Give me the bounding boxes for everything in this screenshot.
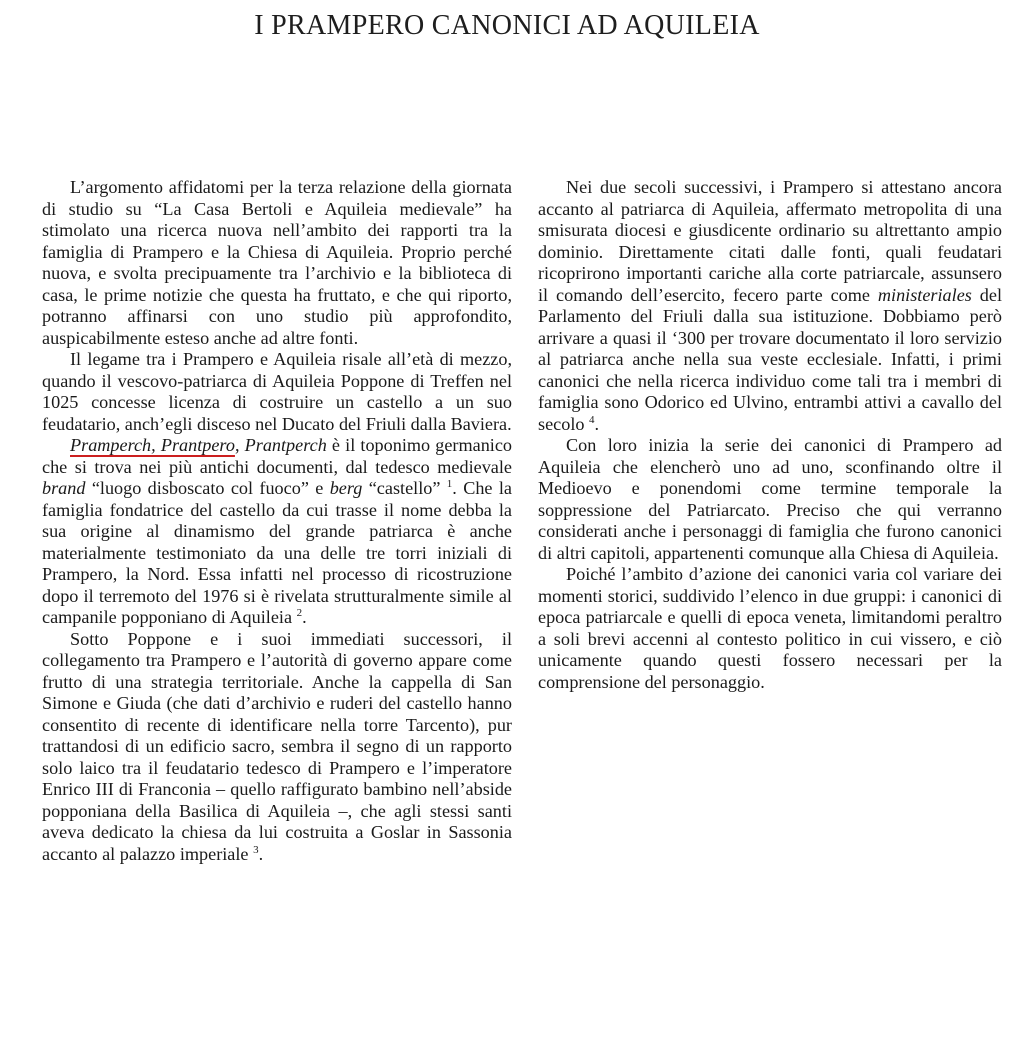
secoli-text-1: Nei due secoli successivi, i Prampero si attestano ancora accanto al patriarca di Aquileia, affermato metropolita di una smisurata diocesi e giusdicente ordinario su altrettanto ampio dominio. Direttamente citati dalle fonti, quali feudatari ricoprirono importanti cariche alla corte patriarcale, assunsero il comando dell’esercito, fecero parte come xyxy=(538,177,1002,305)
toponym-text-3: “castello” xyxy=(362,478,447,498)
secoli-text-end: . xyxy=(594,413,600,434)
toponym-separator: , xyxy=(234,435,245,455)
page-title: I PRAMPERO CANONICI AD AQUILEIA xyxy=(254,10,760,41)
toponym-text-1: è il toponimo germanico che si trova nei più antichi documenti, dal tedesco medievale xyxy=(42,435,513,477)
footnote-ref-3: 3 xyxy=(253,843,259,856)
toponym-text-4: . Che la famiglia fondatrice del castello da cui trasse il nome debba la sua origine al dinamismo del grande patriarca è anche materialmente testimoniato da una delle tre torri iniziali di Prampero, la Nord. Essa infatti nel processo di ricostruzione dopo il terremoto del 1976 si è rivelata strutturalmente simile al campanile popponiano di Aquileia xyxy=(42,478,512,627)
paragraph-intro: L’argomento affidatomi per la terza relazione della giornata di studio su “La Casa Bertoli e Aquileia medievale” ha stimolato una ricerca nuova nell’ambito dei rapporti tra la famiglia di Prampero e la Chiesa di Aquileia. Proprio perché nuova, e svolta precipuamente tra l’archivio e la biblioteca di casa, le prime notizie che questa ha fruttato, e che qui riporto, potranno affinarsi con uno studio più approfondito, auspicabilmente esteso anche ad altre fonti. xyxy=(42,177,512,348)
term-berg: berg xyxy=(329,478,363,498)
footnote-ref-4: 4 xyxy=(589,413,595,426)
underlined-toponyms: Pramperch, Prantpero xyxy=(70,435,235,455)
toponym-prantperch: Prantperch xyxy=(244,435,327,455)
left-column xyxy=(42,177,512,865)
right-column xyxy=(538,177,1002,693)
secoli-text-2: del Parlamento del Friuli dalla sua istituzione. Dobbiamo però arrivare a quasi il ‘300 per trovare documentato il loro servizio al patriarca anche nella sua veste ecclesiale. Infatti, i primi canonici che nella ricerca individuo come tali tra i membri di famiglia sono Odorico ed Ulvino, entrambi attivi a cavallo del secolo xyxy=(538,284,1002,434)
term-brand: brand xyxy=(42,478,86,498)
paragraph-legame: Il legame tra i Prampero e Aquileia risale all’età di mezzo, quando il vescovo-patriarca di Aquileia Poppone di Treffen nel 1025 concesse licenza di costruire un castello a un suo feudatario, anch’egli disceso nel Ducato del Friuli dalla Baviera. xyxy=(42,349,512,434)
poppone-text-end: . xyxy=(258,843,264,864)
paragraph-poppone xyxy=(42,629,512,866)
footnote-ref-2: 2 xyxy=(296,606,303,619)
toponym-text-end: . xyxy=(302,607,307,627)
poppone-text: Sotto Poppone e i suoi immediati successori, il collegamento tra Prampero e l’autorità di governo appare come frutto di una strategia territoriale. Anche la cappella di San Simone e Giuda (che dati d’archivio e ruderi del castello hanno consentito di recente di identificare nella torre Tarcento), pur trattandosi di un edificio sacro, sembra il segno di un rapporto solo laico tra il feudatario tedesco di Prampero e l’imperatore Enrico III di Franconia – quello raffigurato bambino nell’abside popponiana della Basilica di Aquileia –, che agli stessi santi aveva dedicato la chiesa da lui costruita a Goslar in Sassonia accanto al palazzo imperiale xyxy=(42,628,512,864)
toponym-text-2: “luogo disboscato col fuoco” e xyxy=(85,478,330,498)
footnote-ref-1: 1 xyxy=(446,477,453,490)
paragraph-ambito: Poiché l’ambito d’azione dei canonici varia col variare dei momenti storici, suddivido l’elenco in due gruppi: i canonici di epoca patriarcale e quelli di epoca veneta, limitandomi peraltro a soli brevi accenni al contesto politico in cui vissero, e ciò unicamente quando questi fossero necessari per la comprensione del personaggio. xyxy=(538,564,1002,692)
paragraph-toponimo xyxy=(42,435,512,629)
paragraph-secoli xyxy=(538,177,1002,435)
term-ministeriales: ministeriales xyxy=(877,284,972,305)
paragraph-serie: Con loro inizia la serie dei canonici di Prampero ad Aquileia che elencherò uno ad uno, sconfinando oltre il Medioevo e ponendomi come termine temporale la soppressione del Patriarcato. Preciso che qui verranno considerati anche i personaggi di famiglia che furono canonici di altri capitoli, appartenenti comunque alla Chiesa di Aquileia. xyxy=(538,435,1002,563)
